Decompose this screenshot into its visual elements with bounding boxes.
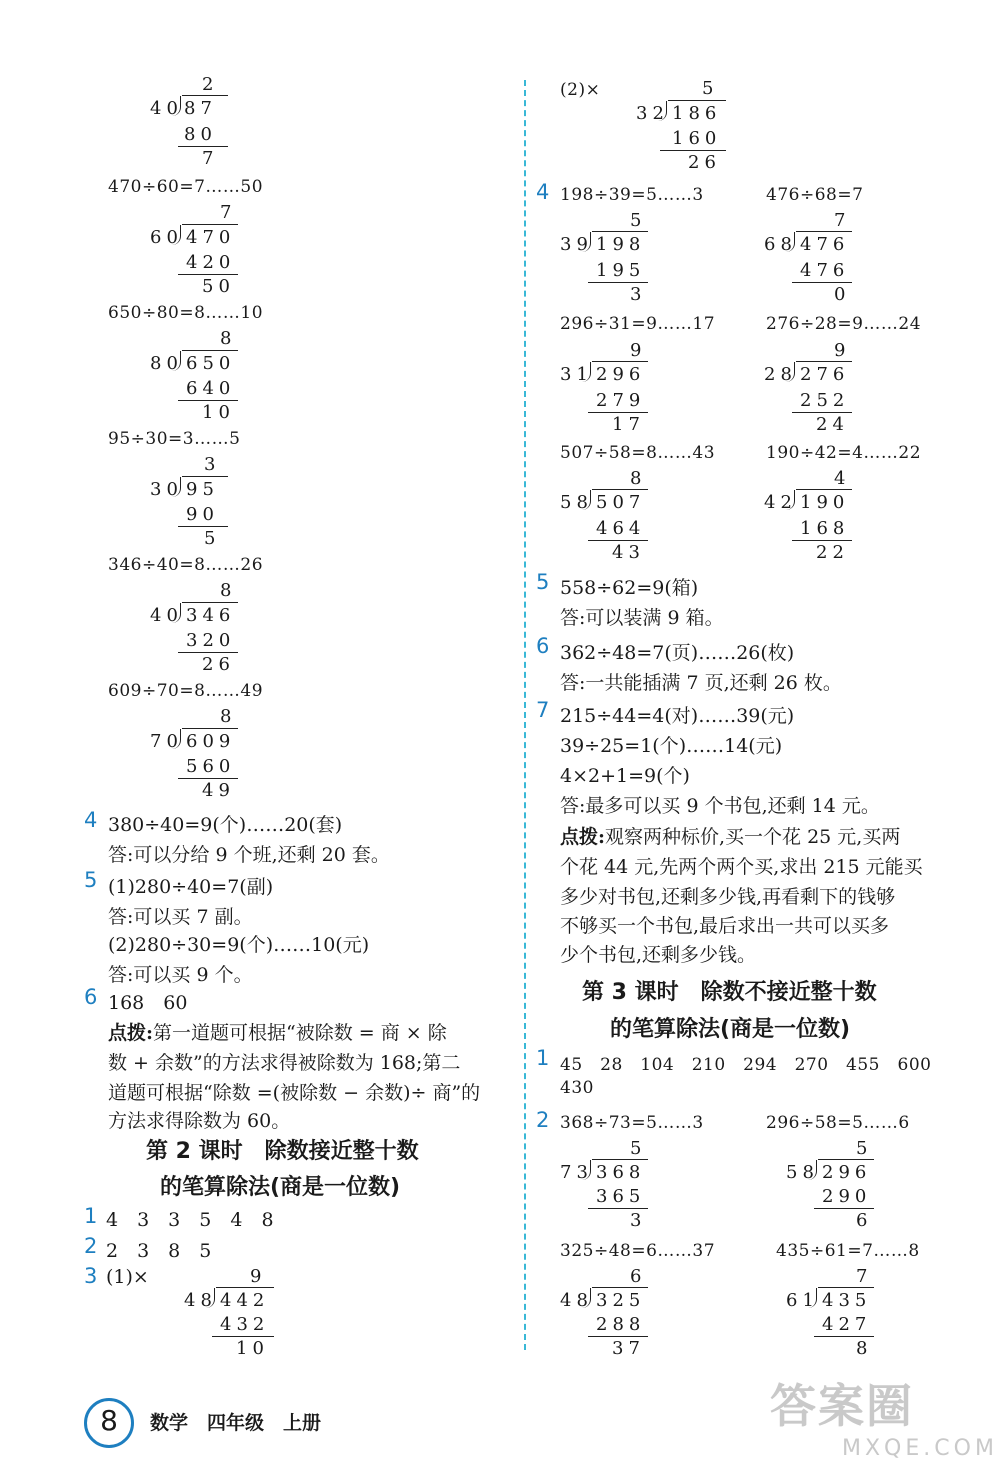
quotient: 2 — [202, 74, 219, 95]
tip-text: 第一道题可根据“被除数 = 商 × 除 — [153, 1022, 447, 1044]
product: 160 — [672, 128, 722, 149]
answer-line: (1)280÷40=7(副) — [108, 876, 274, 898]
quotient: 8 — [220, 706, 237, 727]
quotient: 3 — [204, 454, 221, 475]
remainder: 7 — [202, 148, 219, 169]
quotient: 8 — [220, 328, 237, 349]
remainder: 6 — [856, 1210, 873, 1231]
question-number: 5 — [84, 868, 98, 892]
section-subtitle: 的笔算除法(商是一位数) — [610, 1017, 851, 1042]
divisor: 68 — [764, 234, 797, 255]
quotient: 5 — [630, 1138, 647, 1159]
long-division — [560, 210, 670, 306]
dividend: 650 — [186, 353, 236, 374]
answer-line: 558÷62=9(箱) — [560, 577, 699, 599]
question-number: 7 — [536, 698, 550, 722]
tip-line: 少个书包,还剩多少钱。 — [560, 944, 757, 966]
answer-line: 答:最多可以买 9 个书包,还剩 14 元。 — [560, 795, 880, 817]
tip-label: 点拨: — [108, 1022, 154, 1044]
remainder: 37 — [612, 1338, 645, 1359]
watermark-url: MXQE.COM — [842, 1436, 998, 1461]
remainder: 0 — [834, 284, 851, 305]
quotient: 5 — [856, 1138, 873, 1159]
remainder: 24 — [816, 414, 849, 435]
divisor: 28 — [764, 364, 797, 385]
book-title: 数学 四年级 上册 — [150, 1412, 322, 1434]
divisor: 48 — [184, 1290, 217, 1311]
question-number: 2 — [84, 1234, 98, 1258]
dividend: 325 — [596, 1290, 646, 1311]
answer-line: (2)280÷30=9(个)……10(元) — [108, 934, 370, 956]
tip-line: 个花 44 元,先两个两个买,求出 215 元能买 — [560, 856, 923, 878]
dividend: 346 — [186, 605, 236, 626]
divisor: 58 — [786, 1162, 819, 1183]
quotient: 9 — [630, 340, 647, 361]
answer-line: 4×2+1=9(个) — [560, 765, 690, 787]
product: 279 — [596, 390, 646, 411]
long-division — [786, 1266, 896, 1362]
product: 560 — [186, 756, 236, 777]
equation: 276÷28=9……24 — [766, 314, 922, 334]
equation: 609÷70=8……49 — [108, 681, 264, 701]
remainder: 3 — [630, 284, 647, 305]
question-number: 4 — [84, 808, 98, 832]
dividend: 296 — [822, 1162, 872, 1183]
answer-line: 4 3 3 5 4 8 — [106, 1209, 274, 1231]
answer-line: 362÷48=7(页)……26(枚) — [560, 642, 795, 664]
remainder: 22 — [816, 542, 849, 563]
long-division — [636, 78, 746, 174]
product: 432 — [220, 1314, 270, 1335]
divisor: 32 — [636, 103, 669, 124]
dividend: 435 — [822, 1290, 872, 1311]
remainder: 49 — [202, 780, 235, 801]
long-division — [184, 1266, 294, 1362]
long-division — [560, 1266, 670, 1362]
product: 464 — [596, 518, 646, 539]
dividend: 442 — [220, 1290, 270, 1311]
page-number-badge — [84, 1398, 134, 1448]
answer-line: 215÷44=4(对)……39(元) — [560, 705, 795, 727]
long-division — [786, 1138, 896, 1234]
long-division — [560, 1138, 670, 1234]
divisor: 61 — [786, 1290, 819, 1311]
long-division — [150, 706, 260, 802]
question-number: 3 — [84, 1264, 98, 1288]
remainder: 26 — [688, 152, 721, 173]
dividend: 95 — [186, 479, 219, 500]
quotient: 8 — [220, 580, 237, 601]
quotient: 4 — [834, 468, 851, 489]
remainder: 10 — [236, 1338, 269, 1359]
long-division — [150, 74, 250, 170]
remainder: 26 — [202, 654, 235, 675]
equation: 650÷80=8……10 — [108, 303, 264, 323]
long-division — [150, 580, 260, 676]
answer-line: 答:可以买 7 副。 — [108, 906, 253, 928]
divisor: 70 — [150, 731, 183, 752]
tip-label: 点拨: — [560, 826, 606, 848]
divisor: 80 — [150, 353, 183, 374]
long-division — [764, 210, 874, 306]
quotient: 5 — [702, 78, 719, 99]
question-number: 2 — [536, 1108, 550, 1132]
dividend: 507 — [596, 492, 646, 513]
equation: 325÷48=6……37 — [560, 1241, 716, 1261]
remainder: 50 — [202, 276, 235, 297]
dividend: 276 — [800, 364, 850, 385]
tip-text: 观察两种标价,买一个花 25 元,买两 — [605, 826, 901, 848]
tip-line: 多少对书包,还剩多少钱,再看剩下的钱够 — [560, 886, 896, 908]
answer-line: 45 28 104 210 294 270 455 600 — [560, 1055, 932, 1075]
product: 427 — [822, 1314, 872, 1335]
equation: 190÷42=4……22 — [766, 443, 922, 463]
quotient: 7 — [834, 210, 851, 231]
product: 288 — [596, 1314, 646, 1335]
quotient: 9 — [834, 340, 851, 361]
answer-line: 答:可以装满 9 箱。 — [560, 607, 724, 629]
remainder: 43 — [612, 542, 645, 563]
quotient: 7 — [856, 1266, 873, 1287]
divisor: 73 — [560, 1162, 593, 1183]
answer-line: 39÷25=1(个)……14(元) — [560, 735, 783, 757]
equation: 368÷73=5……3 — [560, 1113, 704, 1133]
long-division — [764, 468, 874, 564]
section-title: 第 2 课时 除数接近整十数 — [146, 1139, 419, 1164]
divisor: 40 — [150, 605, 183, 626]
dividend: 476 — [800, 234, 850, 255]
quotient: 7 — [220, 202, 237, 223]
long-division — [150, 202, 260, 298]
answer-line: 430 — [560, 1078, 594, 1098]
product: 320 — [186, 630, 236, 651]
section-title: 第 3 课时 除数不接近整十数 — [582, 980, 877, 1005]
answer-line: (1)× — [106, 1266, 149, 1288]
watermark-logo — [770, 1370, 998, 1461]
long-division — [764, 340, 874, 436]
tip-line: 不够买一个书包,最后求出一共可以买多 — [560, 915, 890, 937]
remainder: 5 — [204, 528, 221, 549]
dividend: 470 — [186, 227, 236, 248]
dividend: 190 — [800, 492, 850, 513]
question-number: 1 — [536, 1046, 550, 1070]
answer-line: 2 3 8 5 — [106, 1240, 212, 1262]
divisor: 58 — [560, 492, 593, 513]
dividend: 87 — [184, 98, 217, 119]
long-division — [560, 340, 670, 436]
divisor: 39 — [560, 234, 593, 255]
question-number: 4 — [536, 180, 550, 204]
divisor: 48 — [560, 1290, 593, 1311]
quotient: 6 — [630, 1266, 647, 1287]
equation: 95÷30=3……5 — [108, 429, 241, 449]
equation: 198÷39=5……3 — [560, 185, 704, 205]
page-number: 8 — [100, 1404, 118, 1437]
product: 168 — [800, 518, 850, 539]
equation: 296÷58=5……6 — [766, 1113, 910, 1133]
tip-line: 道题可根据“除数 =(被除数 − 余数)÷ 商”的 — [108, 1082, 481, 1104]
dividend: 296 — [596, 364, 646, 385]
dividend: 198 — [596, 234, 646, 255]
product: 640 — [186, 378, 236, 399]
question-number: 6 — [84, 985, 98, 1009]
divisor: 30 — [150, 479, 183, 500]
equation: 476÷68=7 — [766, 185, 864, 205]
equation: 470÷60=7……50 — [108, 177, 264, 197]
tip-line: 数 + 余数”的方法求得被除数为 168;第二 — [108, 1052, 461, 1074]
equation: 346÷40=8……26 — [108, 555, 264, 575]
product: 290 — [822, 1186, 872, 1207]
product: 90 — [186, 504, 219, 525]
tip-line: 方法求得除数为 60。 — [108, 1110, 291, 1132]
divisor: 31 — [560, 364, 593, 385]
remainder: 17 — [612, 414, 645, 435]
remainder: 8 — [856, 1338, 873, 1359]
question-number: 6 — [536, 634, 550, 658]
product: 252 — [800, 390, 850, 411]
answer-line: 380÷40=9(个)……20(套) — [108, 814, 343, 836]
equation: 507÷58=8……43 — [560, 443, 716, 463]
remainder: 3 — [630, 1210, 647, 1231]
quotient: 9 — [250, 1266, 267, 1287]
product: 476 — [800, 260, 850, 281]
equation: 296÷31=9……17 — [560, 314, 716, 334]
equation: 435÷61=7……8 — [776, 1241, 920, 1261]
product: 420 — [186, 252, 236, 273]
watermark-text: 答案圈 — [770, 1379, 914, 1433]
dividend: 368 — [596, 1162, 646, 1183]
answer-line: 答:可以分给 9 个班,还剩 20 套。 — [108, 844, 390, 866]
question-number: 1 — [84, 1204, 98, 1228]
long-division — [150, 454, 250, 550]
answer-line: (2)× — [560, 80, 601, 100]
quotient: 8 — [630, 468, 647, 489]
answer-line: 答:可以买 9 个。 — [108, 964, 253, 986]
product: 80 — [184, 124, 217, 145]
long-division — [560, 468, 670, 564]
tip-line — [560, 822, 900, 849]
answer-line: 答:一共能插满 7 页,还剩 26 枚。 — [560, 672, 842, 694]
divisor: 60 — [150, 227, 183, 248]
divisor: 42 — [764, 492, 797, 513]
long-division — [150, 328, 260, 424]
question-number: 5 — [536, 570, 550, 594]
section-subtitle: 的笔算除法(商是一位数) — [160, 1175, 401, 1200]
product: 195 — [596, 260, 646, 281]
dividend: 609 — [186, 731, 236, 752]
answer-line: 168 60 — [108, 992, 188, 1014]
product: 365 — [596, 1186, 646, 1207]
quotient: 5 — [630, 210, 647, 231]
divisor: 40 — [150, 98, 183, 119]
tip-line — [108, 1018, 447, 1045]
remainder: 10 — [202, 402, 235, 423]
column-divider — [524, 80, 526, 1350]
dividend: 186 — [672, 103, 722, 124]
